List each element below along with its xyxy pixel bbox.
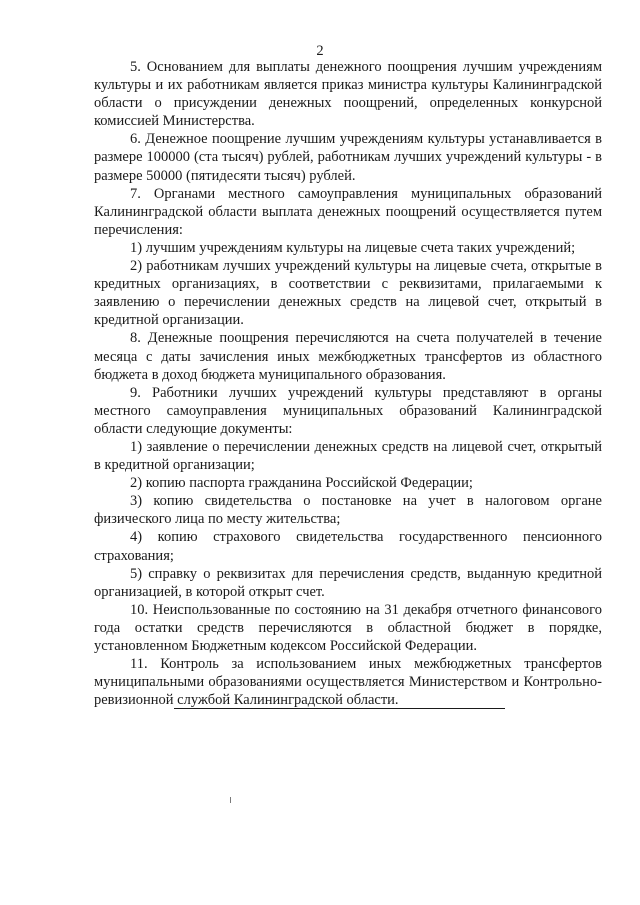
- paragraph-6-reward-amount: 6. Денежное поощрение лучшим учреждениям культуры устанавливается в размере 100000 (ста тысяч) рублей, работникам лучших учреждений культуры - в размере 50000 (пятидесяти тысяч) рублей.: [94, 131, 602, 184]
- list-item-transfer-application: 1) заявление о перечислении денежных средств на лицевой счет, открытый в кредитной организации;: [94, 438, 602, 474]
- paragraph-7-payment-method: 7. Органами местного самоуправления муниципальных образований Калининградской области выплата денежных поощрений осуществляется путем перечисления:: [94, 185, 602, 238]
- list-item-pension-certificate-copy: 4) копию страхового свидетельства государственного пенсионного страхования;: [94, 529, 602, 564]
- list-item-tax-registration-copy: 3) копию свидетельства о постановке на учет в налоговом органе физического лица по месту жительства;: [94, 493, 602, 528]
- scan-artifact-mark: [230, 797, 231, 803]
- end-of-document-line: [174, 708, 505, 709]
- list-item-passport-copy: 2) копию паспорта гражданина Российской Федерации;: [130, 475, 473, 492]
- page-number: 2: [316, 43, 324, 59]
- list-item-bank-details-statement: 5) справку о реквизитах для перечисления средств, выданную кредитной организацией, в которой открыт счет.: [94, 565, 602, 600]
- list-item-institution-accounts: 1) лучшим учреждениям культуры на лицевые счета таких учреждений;: [130, 239, 576, 256]
- document-body: [94, 58, 602, 709]
- paragraph-5-basis-for-payment: 5. Основанием для выплаты денежного поощрения лучшим учреждениям культуры и их работникам является приказ министра культуры Калининградской области о присуждении денежных поощрений, определенных конкурсной комиссией Министерства.: [94, 59, 602, 130]
- paragraph-8-transfer-deadline: 8. Денежные поощрения перечисляются на счета получателей в течение месяца с даты зачисления иных межбюджетных трансфертов из областного бюджета в доход бюджета муниципального образования.: [94, 330, 602, 383]
- paragraph-10-unused-funds: 10. Неиспользованные по состоянию на 31 декабря отчетного финансового года остатки средств перечисляются в областной бюджет в порядке, установленном Бюджетным кодексом Российской Федерации.: [94, 601, 602, 654]
- list-item-employee-accounts: 2) работникам лучших учреждений культуры на лицевые счета, открытые в кредитных организациях, в соответствии с реквизитами, прилагаемыми к заявлению о перечислении денежных средств на лицевой счет, открытый в кредитной организации.: [94, 258, 602, 329]
- paragraph-9-required-documents: 9. Работники лучших учреждений культуры представляют в органы местного самоуправления муниципальных образований Калининградской области следующие документы:: [94, 384, 602, 437]
- paragraph-11-oversight: 11. Контроль за использованием иных межбюджетных трансфертов муниципальными образованиями осуществляется Министерством и Контрольно-ревизионной службой Калининградской области.: [94, 656, 602, 709]
